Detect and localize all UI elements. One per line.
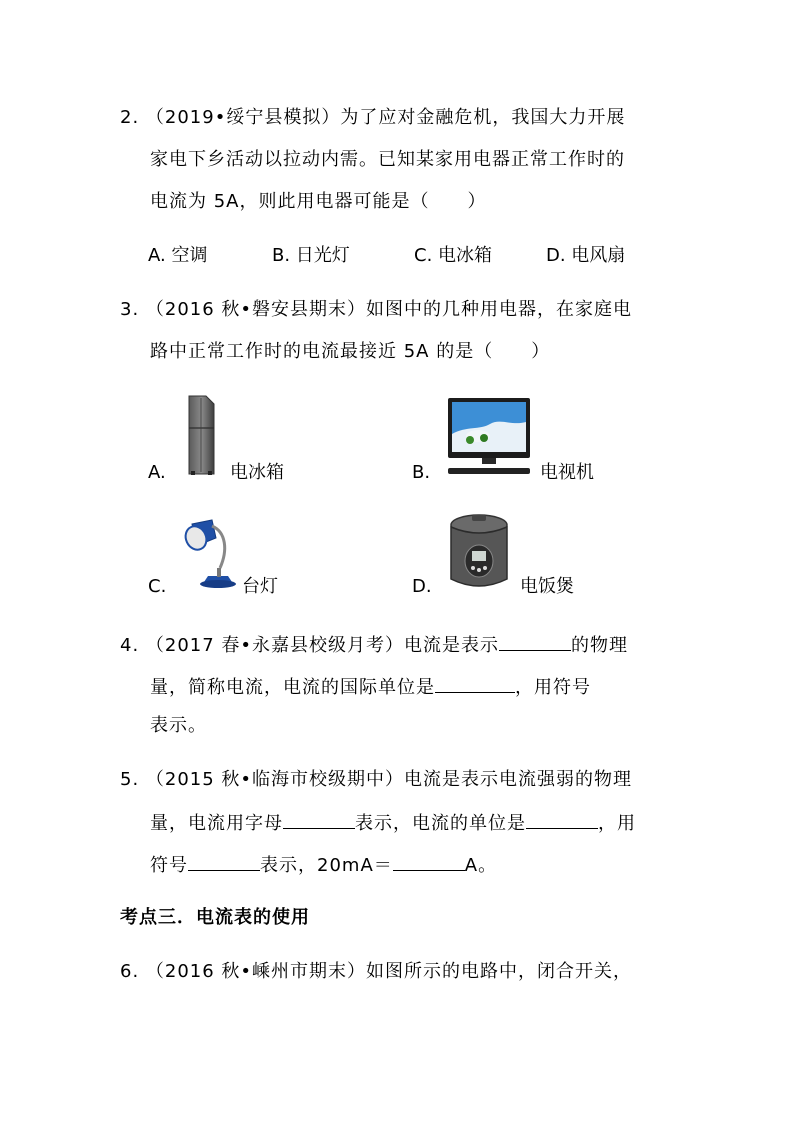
q5-line-1: 5. （2015 秋•临海市校级期中）电流是表示电流强弱的物理 <box>120 769 633 790</box>
q5-line-3-text-a: 符号 <box>150 855 188 876</box>
q3-line-2: 路中正常工作时的电流最接近 5A 的是（ ） <box>150 341 551 362</box>
q2-line-1: 2. （2019•绥宁县模拟）为了应对金融危机，我国大力开展 <box>120 107 626 128</box>
q2-option-a: A. 空调 <box>148 245 208 266</box>
q2-line-2: 家电下乡活动以拉动内需。已知某家用电器正常工作时的 <box>150 149 625 170</box>
section-heading: 考点三．电流表的使用 <box>120 907 310 928</box>
rice-cooker-icon <box>446 513 512 595</box>
q3-option-d-label: 电饭煲 <box>520 576 574 597</box>
q2-option-d: D. 电风扇 <box>546 245 626 266</box>
q4-line-1 <box>120 632 628 658</box>
q6-line-1: 6. （2016 秋•嵊州市期末）如图所示的电路中，闭合开关， <box>120 961 633 982</box>
answer-blank[interactable] <box>188 852 260 871</box>
refrigerator-icon <box>186 394 216 476</box>
q3-option-c-label: 台灯 <box>242 576 278 597</box>
q3-option-a-label: 电冰箱 <box>230 462 284 483</box>
q4-line-3: 表示。 <box>150 715 207 736</box>
answer-blank[interactable] <box>435 674 515 693</box>
q5-line-3-text-c: A。 <box>464 855 498 876</box>
q5-line-3-text-b: 表示，20mA＝ <box>260 855 393 876</box>
answer-blank[interactable] <box>499 632 571 651</box>
q3-option-b-letter: B. <box>412 462 431 483</box>
q3-line-1: 3. （2016 秋•磐安县期末）如图中的几种用电器，在家庭电 <box>120 299 633 320</box>
q3-option-a-letter: A. <box>148 462 166 483</box>
q4-line-2-text-b: ，用符号 <box>515 677 591 698</box>
q4-line-2 <box>150 674 591 700</box>
q2-line-3: 电流为 5A，则此用电器可能是（ ） <box>150 191 487 212</box>
q3-option-b-label: 电视机 <box>540 462 594 483</box>
q3-option-c-letter: C. <box>148 576 167 597</box>
desk-lamp-icon <box>182 516 240 590</box>
answer-blank[interactable] <box>283 810 355 829</box>
q4-line-1-text-a: 4. （2017 春•永嘉县校级月考）电流是表示 <box>120 635 500 656</box>
q2-option-b: B. 日光灯 <box>272 245 350 266</box>
answer-blank[interactable] <box>393 852 465 871</box>
q4-line-1-text-b: 的物理 <box>571 635 629 656</box>
q2-option-c: C. 电冰箱 <box>414 245 493 266</box>
q3-option-d-letter: D. <box>412 576 432 597</box>
q5-line-2-text-a: 量，电流用字母 <box>150 813 283 834</box>
answer-blank[interactable] <box>526 810 598 829</box>
q5-line-2-text-c: ，用 <box>598 813 636 834</box>
q5-line-2-text-b: 表示，电流的单位是 <box>355 813 526 834</box>
q5-line-2 <box>150 810 636 836</box>
television-icon <box>446 396 532 478</box>
q4-line-2-text-a: 量，简称电流，电流的国际单位是 <box>150 677 435 698</box>
q5-line-3 <box>150 852 497 878</box>
